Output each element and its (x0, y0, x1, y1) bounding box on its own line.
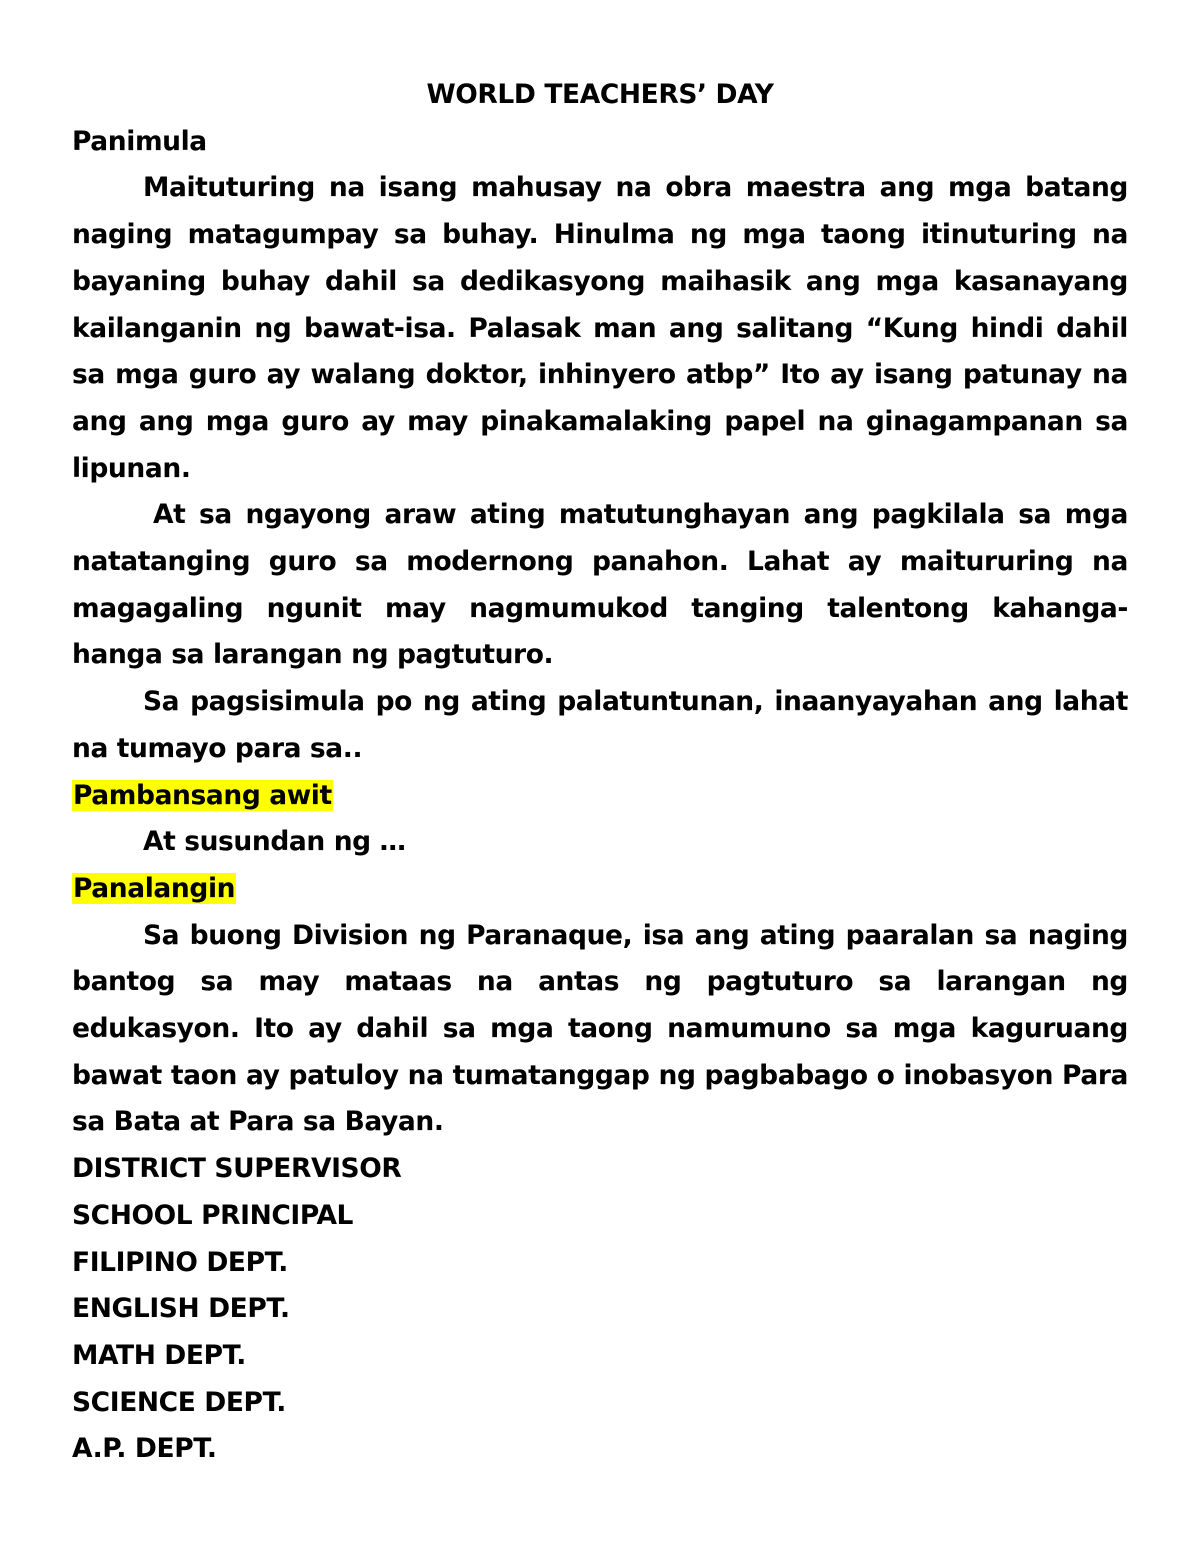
role-item: FILIPINO DEPT. (72, 1246, 288, 1278)
section-heading: Panimula (72, 125, 207, 157)
followed-by-line: At susundan ng … (143, 826, 406, 858)
closing-paragraph: Sa buong Division ng Paranaque, isa ang ating paaralan sa naging bantog sa may mataas na antas ng pagtuturo sa larangan ng edukasyon. Ito ay dahil sa mga taong namumuno sa mga kaguruang bawat taon ay patuloy na tumatanggap ng pagbabago o inobasyon Para sa Bata at Para sa Bayan. (72, 919, 1128, 1138)
prayer-highlight: Panalangin (73, 872, 236, 904)
document-title: WORLD TEACHERS’ DAY (426, 79, 774, 110)
anthem-line (72, 773, 1128, 820)
role-item: A.P. DEPT. (72, 1433, 217, 1465)
role-item: DISTRICT SUPERVISOR (72, 1153, 402, 1185)
role-item: MATH DEPT. (72, 1339, 246, 1371)
role-item: ENGLISH DEPT. (72, 1293, 290, 1325)
prayer-line (72, 866, 1128, 913)
role-item: SCHOOL PRINCIPAL (72, 1199, 354, 1231)
role-item: SCIENCE DEPT. (72, 1386, 286, 1418)
document-page (72, 72, 1128, 1473)
recognition-paragraph: At sa ngayong araw ating matutunghayan ang pagkilala sa mga natatanging guro sa modernong panahon. Lahat ay maitururing na magagaling ngunit may nagmumukod tanging talentong kahanga-hanga sa larangan ng pagtuturo. (72, 499, 1128, 671)
invitation-paragraph: Sa pagsisimula po ng ating palatuntunan, inaanyayahan ang lahat na tumayo para sa.. (72, 686, 1128, 764)
intro-paragraph: Maituturing na isang mahusay na obra maestra ang mga batang naging matagumpay sa buhay. Hinulma ng mga taong itinuturing na bayaning buhay dahil sa dedikasyong maihasik ang mga kasanayang kailanganin ng bawat-isa. Palasak man ang salitang “Kung hindi dahil sa mga guro ay walang doktor, inhinyero atbp” Ito ay isang patunay na ang ang mga guro ay may pinakamalaking papel na ginagampanan sa lipunan. (72, 172, 1128, 484)
anthem-highlight: Pambansang awit (73, 779, 332, 811)
